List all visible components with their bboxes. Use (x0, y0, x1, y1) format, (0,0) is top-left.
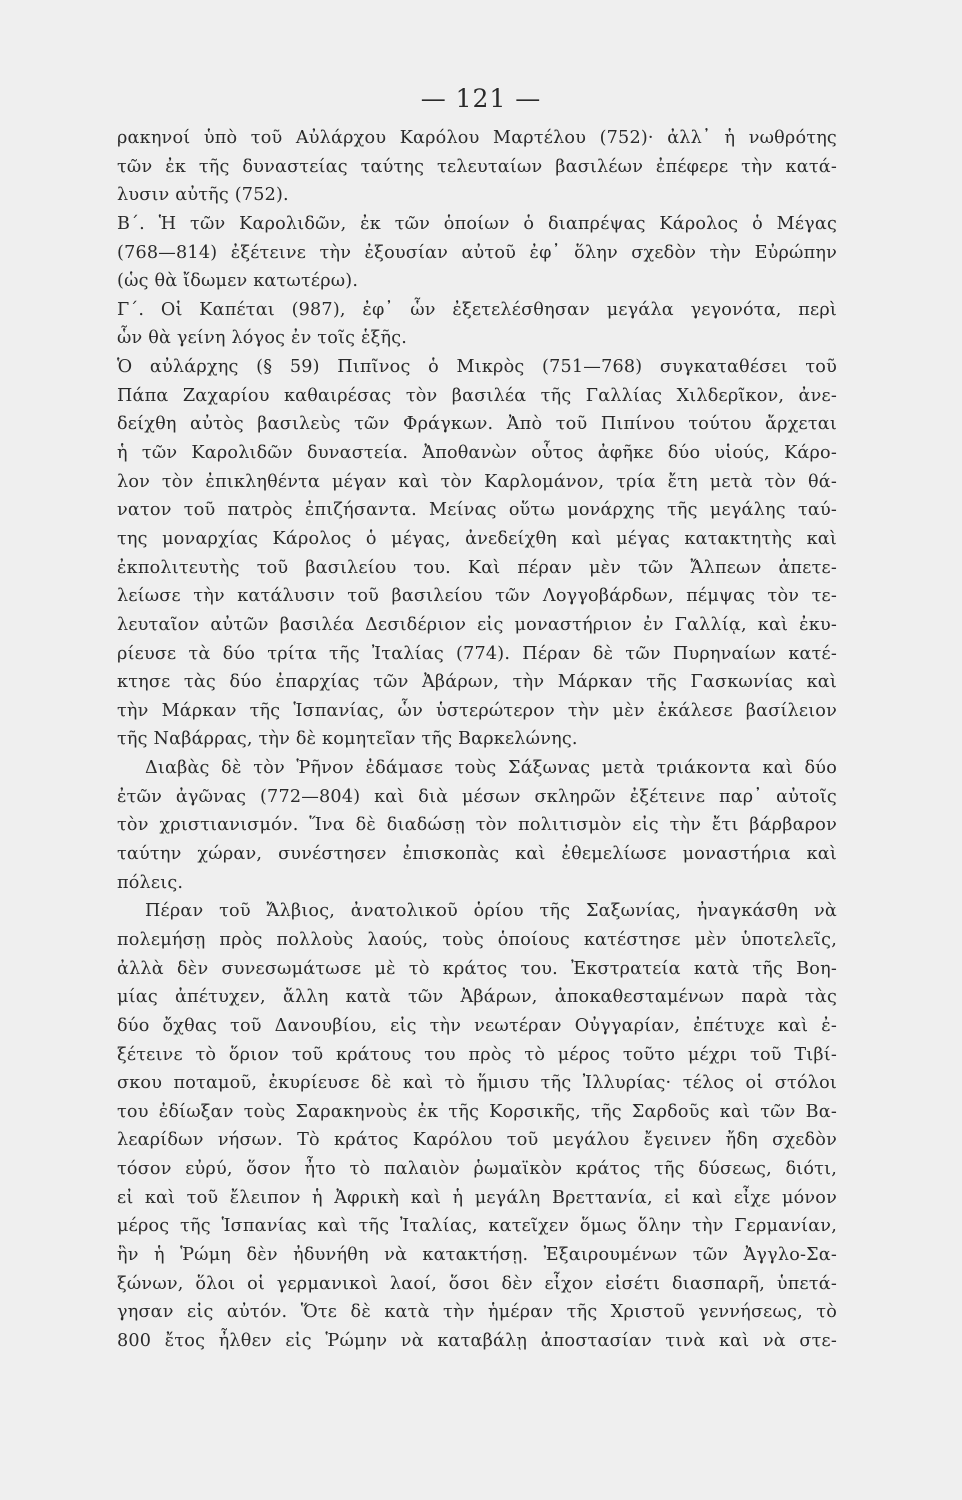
text-line: μίας ἀπέτυχεν, ἄλλη κατὰ τῶν Ἀβάρων, ἀποκαθεσταμένων παρὰ τὰς (117, 987, 837, 1008)
text-line: δείχθη αὐτὸς βασιλεὺς τῶν Φράγκων. Ἀπὸ τοῦ Πιπίνου τούτου ἄρχεται (117, 414, 837, 435)
text-line: Γ΄. Οἱ Καπέται (987), ἐφ᾽ ὧν ἐξετελέσθησαν μεγάλα γεγονότα, περὶ (117, 299, 837, 320)
text-line: Β΄. Ἡ τῶν Καρολιδῶν, ἐκ τῶν ὁποίων ὁ διαπρέψας Κάρολος ὁ Μέγας (117, 213, 837, 234)
text-line: τόσον εὐρύ, ὅσον ἦτο τὸ παλαιὸν ῥωμαϊκὸν κράτος τῆς δύσεως, διότι, (117, 1159, 837, 1180)
text-line: 800 ἔτος ἦλθεν εἰς Ῥώμην νὰ καταβάλῃ ἀποστασίαν τινὰ καὶ νὰ στε- (117, 1330, 837, 1351)
text-line: ταύτην χώραν, συνέστησεν ἐπισκοπὰς καὶ ἐθεμελίωσε μοναστήρια καὶ (117, 844, 837, 865)
text-line: ξώνων, ὅλοι οἱ γερμανικοὶ λαοί, ὅσοι δὲν εἶχον εἰσέτι διασπαρῆ, ὑπετά- (117, 1273, 837, 1294)
text-line: Πάπα Ζαχαρίου καθαιρέσας τὸν βασιλέα τῆς Γαλλίας Χιλδερῖκον, ἀνε- (117, 385, 837, 406)
text-line: κτησε τὰς δύο ἐπαρχίας τῶν Ἀβάρων, τὴν Μάρκαν τῆς Γασκωνίας καὶ (117, 672, 837, 693)
page-number: — 121 — (420, 84, 542, 113)
body-text (117, 124, 837, 1356)
text-line: δύο ὄχθας τοῦ Δανουβίου, εἰς τὴν νεωτέραν Οὐγγαρίαν, ἐπέτυχε καὶ ἐ- (117, 1015, 837, 1036)
text-line: ξέτεινε τὸ ὅριον τοῦ κράτους του πρὸς τὸ μέρος τοῦτο μέχρι τοῦ Τιβί- (117, 1044, 837, 1065)
text-line: Πέραν τοῦ Ἄλβιος, ἀνατολικοῦ ὁρίου τῆς Σαξωνίας, ἠναγκάσθη νὰ (145, 901, 837, 922)
text-line: ἡ τῶν Καρολιδῶν δυναστεία. Ἀποθανὼν οὗτος ἀφῆκε δύο υἱούς, Κάρο- (117, 443, 837, 464)
text-line: ὧν θὰ γείνη λόγος ἐν τοῖς ἑξῆς. (117, 328, 408, 349)
text-line: νατον τοῦ πατρὸς ἐπιζήσαντα. Μείνας οὕτω μονάρχης τῆς μεγάλης ταύ- (117, 500, 837, 521)
text-line: μέρος τῆς Ἱσπανίας καὶ τῆς Ἰταλίας, κατεῖχεν ὅμως ὅλην τὴν Γερμανίαν, (117, 1216, 837, 1237)
text-line: τῆς Ναβάρρας, τὴν δὲ κομητεῖαν τῆς Βαρκελώνης. (117, 729, 578, 750)
text-line: της μοναρχίας Κάρολος ὁ μέγας, ἀνεδείχθη καὶ μέγας κατακτητὴς καὶ (117, 528, 837, 549)
text-line: ρίευσε τὰ δύο τρίτα τῆς Ἰταλίας (774). Πέραν δὲ τῶν Πυρηναίων κατέ- (117, 643, 837, 664)
text-line: εἰ καὶ τοῦ ἔλειπον ἡ Ἀφρικὴ καὶ ἡ μεγάλη Βρεττανία, εἰ καὶ εἶχε μόνον (117, 1187, 837, 1208)
text-line: λεαρίδων νήσων. Τὸ κράτος Καρόλου τοῦ μεγάλου ἔγεινεν ἤδη σχεδὸν (117, 1130, 837, 1151)
text-line: Διαβὰς δὲ τὸν Ῥῆνον ἐδάμασε τοὺς Σάξωνας μετὰ τριάκοντα καὶ δύο (145, 758, 837, 779)
text-line: ρακηνοί ὑπὸ τοῦ Αὐλάρχου Καρόλου Μαρτέλου (752)· ἀλλ᾽ ἡ νωθρότης (117, 128, 837, 148)
text-line: γησαν εἰς αὐτόν. Ὅτε δὲ κατὰ τὴν ἡμέραν τῆς Χριστοῦ γεννήσεως, τὸ (117, 1302, 837, 1323)
text-line: σκου ποταμοῦ, ἐκυρίευσε δὲ καὶ τὸ ἥμισυ τῆς Ἰλλυρίας· τέλος οἱ στόλοι (117, 1073, 837, 1094)
text-line: τὴν Μάρκαν τῆς Ἱσπανίας, ὧν ὑστερώτερον τὴν μὲν ἐκάλεσε βασίλειον (117, 700, 837, 721)
text-line: τὸν χριστιανισμόν. Ἵνα δὲ διαδώσῃ τὸν πολιτισμὸν εἰς τὴν ἔτι βάρβαρον (117, 815, 837, 836)
text-line: λείωσε τὴν κατάλυσιν τοῦ βασιλείου τῶν Λογγοβάρδων, πέμψας τὸν τε- (117, 586, 837, 607)
text-line: του ἐδίωξαν τοὺς Σαρακηνοὺς ἐκ τῆς Κορσικῆς, τῆς Σαρδοῦς καὶ τῶν Βα- (117, 1101, 837, 1122)
text-line: (ὡς θὰ ἴδωμεν κατωτέρω). (117, 271, 359, 292)
text-line: τῶν ἐκ τῆς δυναστείας ταύτης τελευταίων βασιλέων ἐπέφερε τὴν κατά- (117, 156, 837, 177)
text-line: ἀλλὰ δὲν συνεσωμάτωσε μὲ τὸ κράτος του. Ἐκστρατεία κατὰ τῆς Βοη- (117, 958, 837, 979)
text-line: ἐτῶν ἀγῶνας (772—804) καὶ διὰ μέσων σκληρῶν ἐξέτεινε παρ᾽ αὐτοῖς (117, 786, 837, 807)
text-line: πολεμήσῃ πρὸς πολλοὺς λαούς, τοὺς ὁποίους κατέστησε μὲν ὑποτελεῖς, (117, 929, 837, 950)
text-line: ἐκπολιτευτὴς τοῦ βασιλείου του. Καὶ πέραν μὲν τῶν Ἄλπεων ἀπετε- (117, 557, 837, 578)
text-line: πόλεις. (117, 872, 184, 893)
text-line: λευταῖον αὐτῶν βασιλέα Δεσιδέριον εἰς μοναστήριον ἐν Γαλλίᾳ, καὶ ἐκυ- (117, 614, 837, 635)
text-line: λον τὸν ἐπικληθέντα μέγαν καὶ τὸν Καρλομάνον, τρία ἔτη μετὰ τὸν θά- (117, 471, 837, 492)
text-line: λυσιν αὐτῆς (752). (117, 185, 289, 206)
text-line: ἣν ἡ Ῥώμη δὲν ἠδυνήθη νὰ κατακτήσῃ. Ἐξαιρουμένων τῶν Ἀγγλο-Σα- (117, 1244, 837, 1265)
text-line: (768—814) ἐξέτεινε τὴν ἐξουσίαν αὐτοῦ ἐφ᾽ ὅλην σχεδὸν τὴν Εὐρώπην (117, 242, 837, 263)
text-line: Ὁ αὐλάρχης (§ 59) Πιπῖνος ὁ Μικρὸς (751—768) συγκαταθέσει τοῦ (117, 357, 837, 378)
